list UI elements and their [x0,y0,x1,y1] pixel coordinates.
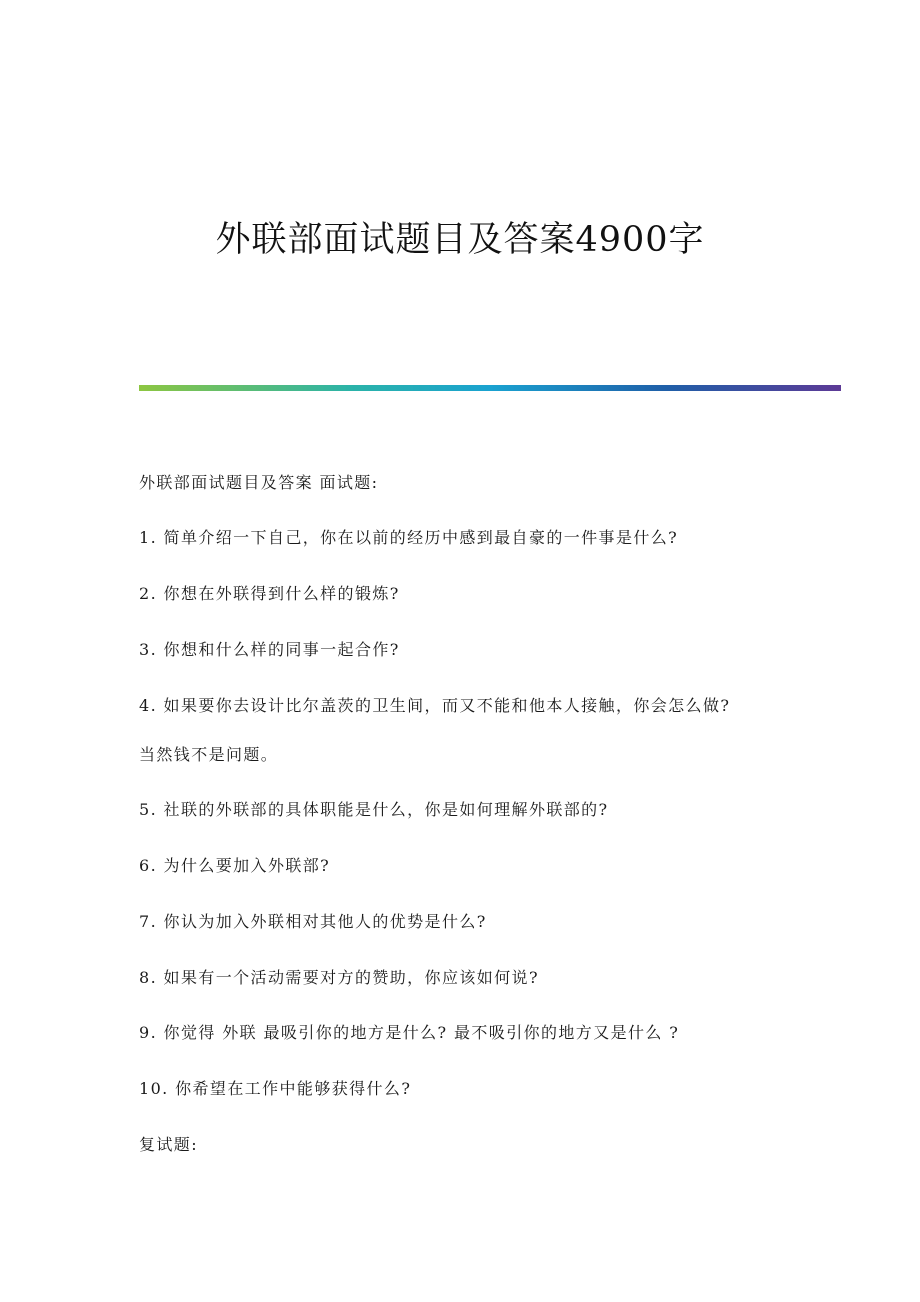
question-2: 2. 你想在外联得到什么样的锻炼? [139,584,400,603]
question-4-continuation: 当然钱不是问题。 [139,745,279,764]
question-8: 8. 如果有一个活动需要对方的赞助，你应该如何说? [139,968,539,987]
question-3: 3. 你想和什么样的同事一起合作? [139,640,400,659]
question-5: 5. 社联的外联部的具体职能是什么，你是如何理解外联部的? [139,800,609,819]
question-1: 1. 简单介绍一下自己，你在以前的经历中感到最自豪的一件事是什么? [139,528,679,547]
second-round-heading: 复试题: [139,1135,198,1154]
question-10: 10. 你希望在工作中能够获得什么? [139,1079,412,1098]
question-4: 4. 如果要你去设计比尔盖茨的卫生间，而又不能和他本人接触，你会怎么做? [139,696,731,715]
question-9: 9. 你觉得 外联 最吸引你的地方是什么? 最不吸引你的地方又是什么 ? [139,1023,680,1042]
gradient-divider [139,385,841,391]
question-6: 6. 为什么要加入外联部? [139,856,331,875]
page-title: 外联部面试题目及答案4900字 [215,220,705,260]
intro-paragraph: 外联部面试题目及答案 面试题: [139,473,379,492]
question-7: 7. 你认为加入外联相对其他人的优势是什么? [139,912,487,931]
